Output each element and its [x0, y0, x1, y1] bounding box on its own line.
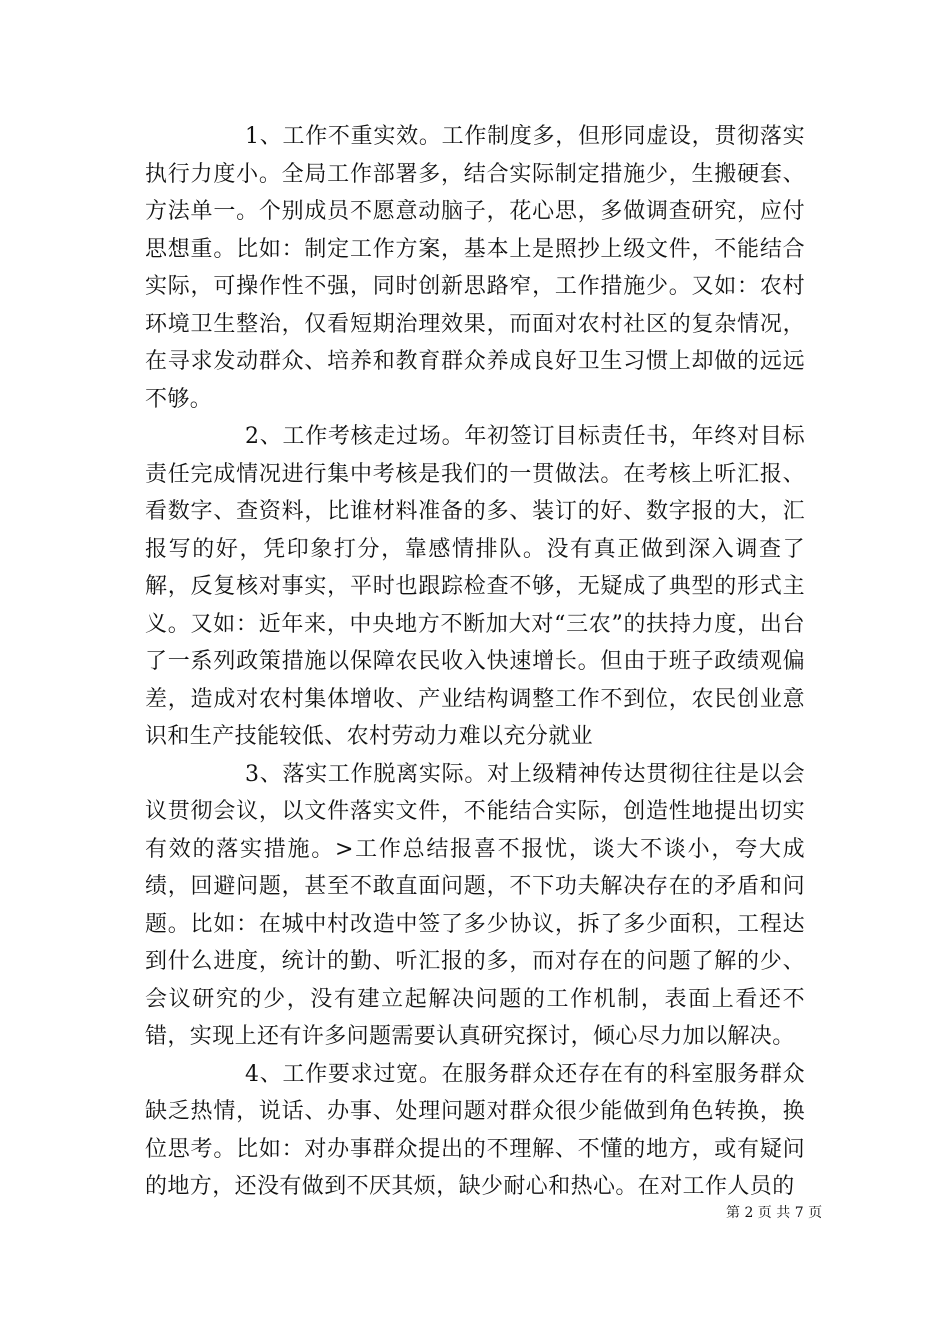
paragraph-3: 3、落实工作脱离实际。对上级精神传达贯彻往往是以会议贯彻会议，以文件落实文件，不能结合实际，创造性地提出切实有效的落实措施。>工作总结报喜不报忧，谈大不谈小，夸大成绩，回避问题，甚至不敢直面问题，不下功夫解决存在的矛盾和问题。比如：在城中村改造中签了多少协议，拆了多少面积，工程达到什么进度，统计的勤、听汇报的多，而对存在的问题了解的少、会议研究的少，没有建立起解决问题的工作机制，表面上看还不错，实现上还有许多问题需要认真研究探讨，倾心尽力加以解决。	[145, 761, 805, 1049]
paragraph-2: 2、工作考核走过场。年初签订目标责任书，年终对目标责任完成情况进行集中考核是我们的一贯做法。在考核上听汇报、看数字、查资料，比谁材料准备的多、装订的好、数字报的大，汇报写的好，凭印象打分，靠感情排队。没有真正做到深入调查了解，反复核对事实，平时也跟踪检查不够，无疑成了典型的形式主义。又如：近年来，中央地方不断加大对“三农”的扶持力度，出台了一系列政策措施以保障农民收入快速增长。但由于班子政绩观偏差，造成对农村集体增收、产业结构调整工作不到位，农民创业意识和生产技能较低、农村劳动力难以充分就业	[145, 424, 805, 749]
page-number-footer: 第 2 页 共 7 页	[726, 1205, 823, 1221]
document-body	[145, 118, 805, 1206]
paragraph-4: 4、工作要求过宽。在服务群众还存在有的科室服务群众缺乏热情，说话、办事、处理问题对群众很少能做到角色转换，换位思考。比如：对办事群众提出的不理解、不懂的地方，或有疑问的地方，还没有做到不厌其烦，缺少耐心和热心。在对工作人员的	[145, 1061, 805, 1199]
paragraph-1: 1、工作不重实效。工作制度多，但形同虚设，贯彻落实执行力度小。全局工作部署多，结合实际制定措施少，生搬硬套、方法单一。个别成员不愿意动脑子，花心思，多做调查研究，应付思想重。比如：制定工作方案，基本上是照抄上级文件，不能结合实际，可操作性不强，同时创新思路窄，工作措施少。又如：农村环境卫生整治，仅看短期治理效果，而面对农村社区的复杂情况，在寻求发动群众、培养和教育群众养成良好卫生习惯上却做的远远不够。	[145, 124, 805, 412]
